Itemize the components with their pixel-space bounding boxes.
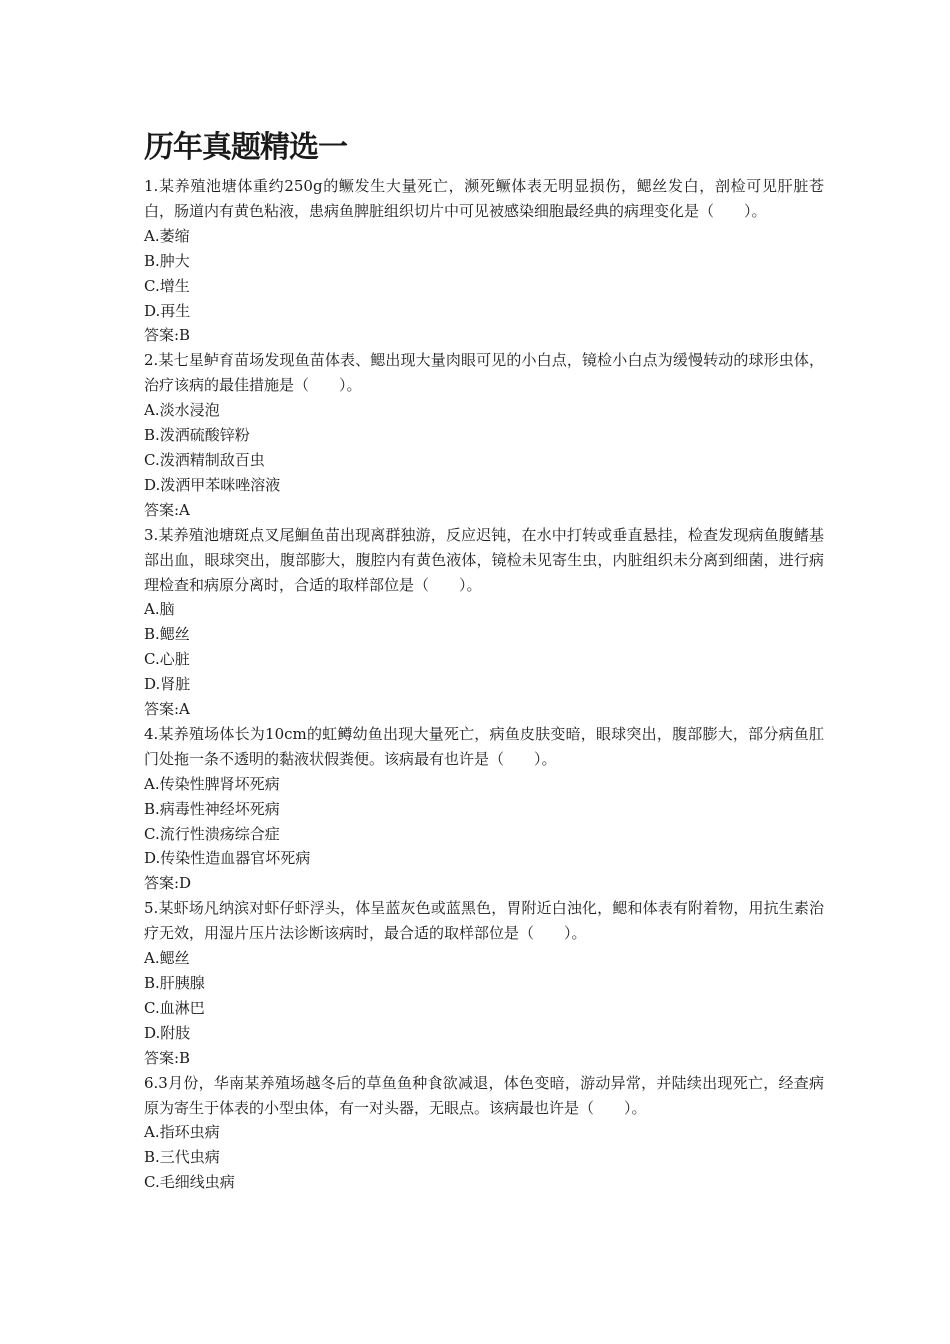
- document-title: 历年真题精选一: [144, 130, 347, 165]
- option-b: B.病毒性神经坏死病: [144, 799, 280, 818]
- answer: 答案:D: [144, 874, 192, 893]
- question-stem: 6.3月份，华南某养殖场越冬后的草鱼鱼种食欲减退，体色变暗，游动异常，并陆续出现死亡，经查病原为寄生于体表的小型虫体，有一对头器，无眼点。该病最也许是（ ）。: [144, 1073, 824, 1117]
- question-6: [144, 1071, 824, 1196]
- question-stem: 5.某虾场凡纳滨对虾仔虾浮头，体呈蓝灰色或蓝黑色，胃附近白浊化，鳃和体表有附着物，用抗生素治疗无效，用湿片压片法诊断该病时，最合适的取样部位是（ ）。: [144, 899, 824, 943]
- option-d: D.再生: [144, 301, 191, 320]
- option-d: D.传染性造血器官坏死病: [144, 849, 311, 868]
- question-stem: 1.某养殖池塘体重约250g的鳜发生大量死亡，濒死鳜体表无明显损伤，鳃丝发白，剖检可见肝脏苍白，肠道内有黄色粘液，患病鱼脾脏组织切片中可见被感染细胞最经典的病理变化是（ ）。: [144, 177, 824, 220]
- option-d: D.泼洒甲苯咪唑溶液: [144, 475, 281, 494]
- answer: 答案:A: [144, 500, 190, 519]
- question-1: [144, 174, 824, 348]
- option-b: B.肝胰腺: [144, 974, 205, 992]
- option-d: D.附肢: [144, 1023, 191, 1042]
- option-c: C.流行性溃疡综合症: [144, 824, 280, 843]
- question-stem: 3.某养殖池塘斑点叉尾鮰鱼苗出现离群独游，反应迟钝，在水中打转或垂直悬挂，检查发现病鱼腹鳍基部出血，眼球突出，腹部膨大，腹腔内有黄色液体，镜检未见寄生虫，内脏组织未分离到细菌，进行病理检查和病原分离时，合适的取样部位是（ ）。: [144, 525, 824, 594]
- option-c: C.心脏: [144, 650, 190, 669]
- option-a: A.指环虫病: [144, 1123, 220, 1142]
- option-a: A.脑: [144, 600, 175, 619]
- option-b: B.鳃丝: [144, 625, 190, 644]
- question-stem: 2.某七星鲈育苗场发现鱼苗体表、鳃出现大量肉眼可见的小白点，镜检小白点为缓慢转动的球形虫体，治疗该病的最佳措施是（ ）。: [144, 351, 824, 395]
- question-stem: 4.某养殖场体长为10cm的虹鳟幼鱼出现大量死亡，病鱼皮肤变暗，眼球突出，腹部膨大，部分病鱼肛门处拖一条不透明的黏液状假粪便。该病最有也许是（ ）。: [144, 724, 824, 768]
- option-c: C.血淋巴: [144, 998, 205, 1017]
- option-c: C.增生: [144, 276, 190, 295]
- option-a: A.鳃丝: [144, 949, 190, 968]
- option-c: C.毛细线虫病: [144, 1173, 235, 1192]
- question-3: [144, 523, 824, 722]
- option-d: D.肾脏: [144, 675, 191, 694]
- question-5: [144, 896, 824, 1070]
- option-a: A.萎缩: [144, 226, 190, 245]
- answer: 答案:A: [144, 700, 190, 719]
- answer: 答案:B: [144, 326, 191, 345]
- option-a: A.淡水浸泡: [144, 401, 220, 420]
- question-4: [144, 722, 824, 896]
- option-a: A.传染性脾肾坏死病: [144, 774, 280, 793]
- option-c: C.泼洒精制敌百虫: [144, 450, 265, 469]
- option-b: B.肿大: [144, 251, 190, 270]
- option-b: B.泼洒硫酸锌粉: [144, 426, 250, 445]
- option-b: B.三代虫病: [144, 1148, 220, 1167]
- question-2: [144, 348, 824, 522]
- question-list: [144, 174, 824, 1195]
- answer: 答案:B: [144, 1048, 191, 1067]
